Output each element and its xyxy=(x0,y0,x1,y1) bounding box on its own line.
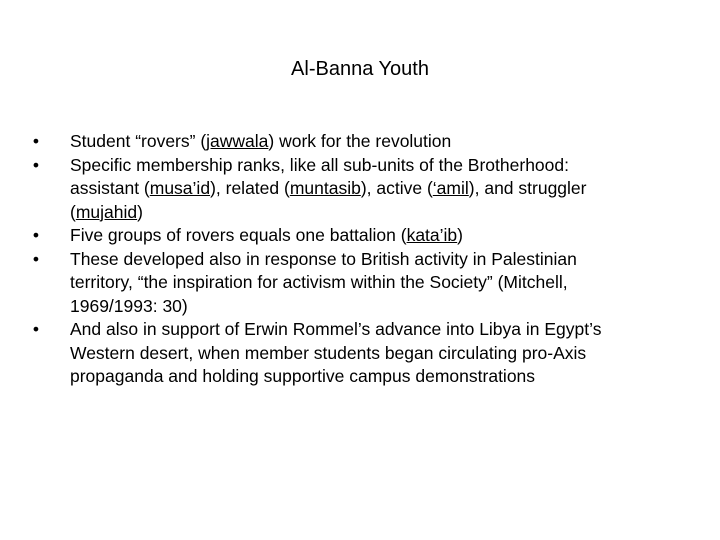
bullet-line xyxy=(70,318,696,342)
bullet-line xyxy=(70,177,696,201)
arabic-term: jawwala xyxy=(206,131,269,151)
bullet-text: Specific membership ranks, like all sub-units of the Brotherhood: xyxy=(70,154,569,175)
bullet-line xyxy=(70,154,696,178)
bullet-text: propaganda and holding supportive campus demonstrations xyxy=(70,366,536,386)
bullet-line xyxy=(70,224,696,248)
arabic-term: mujahid xyxy=(75,201,138,222)
bullet-dot: • xyxy=(32,225,40,245)
bullet-text: ) xyxy=(137,201,143,222)
slide-title: Al-Banna Youth xyxy=(291,58,429,80)
bullet-dot: • xyxy=(32,154,40,175)
bullet-text: ) xyxy=(457,225,463,245)
arabic-term: ‘amil xyxy=(432,178,469,198)
bullet-text: ), related ( xyxy=(210,178,290,198)
bullet-item xyxy=(26,248,696,319)
bullet-item xyxy=(26,154,696,225)
bullet-text: These developed also in response to British activity in Palestinian xyxy=(70,248,577,269)
bullet-text: ( xyxy=(70,201,76,222)
bullet-line xyxy=(70,201,696,225)
bullet-line xyxy=(70,342,696,366)
bullet-text: territory, “the inspiration for activism within the Society” (Mitchell, xyxy=(70,272,568,292)
bullet-text: Western desert, when member students began circulating pro-Axis xyxy=(70,342,587,363)
bullet-item xyxy=(26,130,696,154)
bullet-text: ), active ( xyxy=(360,178,433,198)
bullet-text: ) work for the revolution xyxy=(268,131,452,151)
bullet-text: Student “rovers” ( xyxy=(70,131,207,151)
arabic-term: musa’id xyxy=(149,178,211,198)
bullet-item xyxy=(26,224,696,248)
bullet-dot: • xyxy=(32,319,40,339)
bullet-text: ), and struggler xyxy=(468,178,587,198)
bullet-dot: • xyxy=(32,131,40,151)
arabic-term: kata’ib xyxy=(406,225,458,245)
bullet-item xyxy=(26,318,696,389)
bullet-text: And also in support of Erwin Rommel’s advance into Libya in Egypt’s xyxy=(70,319,602,339)
bullet-list xyxy=(26,130,696,389)
bullet-line xyxy=(70,295,696,319)
bullet-line xyxy=(70,248,696,272)
bullet-line xyxy=(70,271,696,295)
bullet-text: 1969/1993: 30) xyxy=(70,295,188,316)
arabic-term: muntasib xyxy=(289,178,361,198)
bullet-text: assistant ( xyxy=(70,178,150,198)
bullet-line xyxy=(70,130,696,154)
bullet-text: Five groups of rovers equals one battalion ( xyxy=(70,225,407,245)
bullet-dot: • xyxy=(32,248,40,269)
bullet-line xyxy=(70,365,696,389)
